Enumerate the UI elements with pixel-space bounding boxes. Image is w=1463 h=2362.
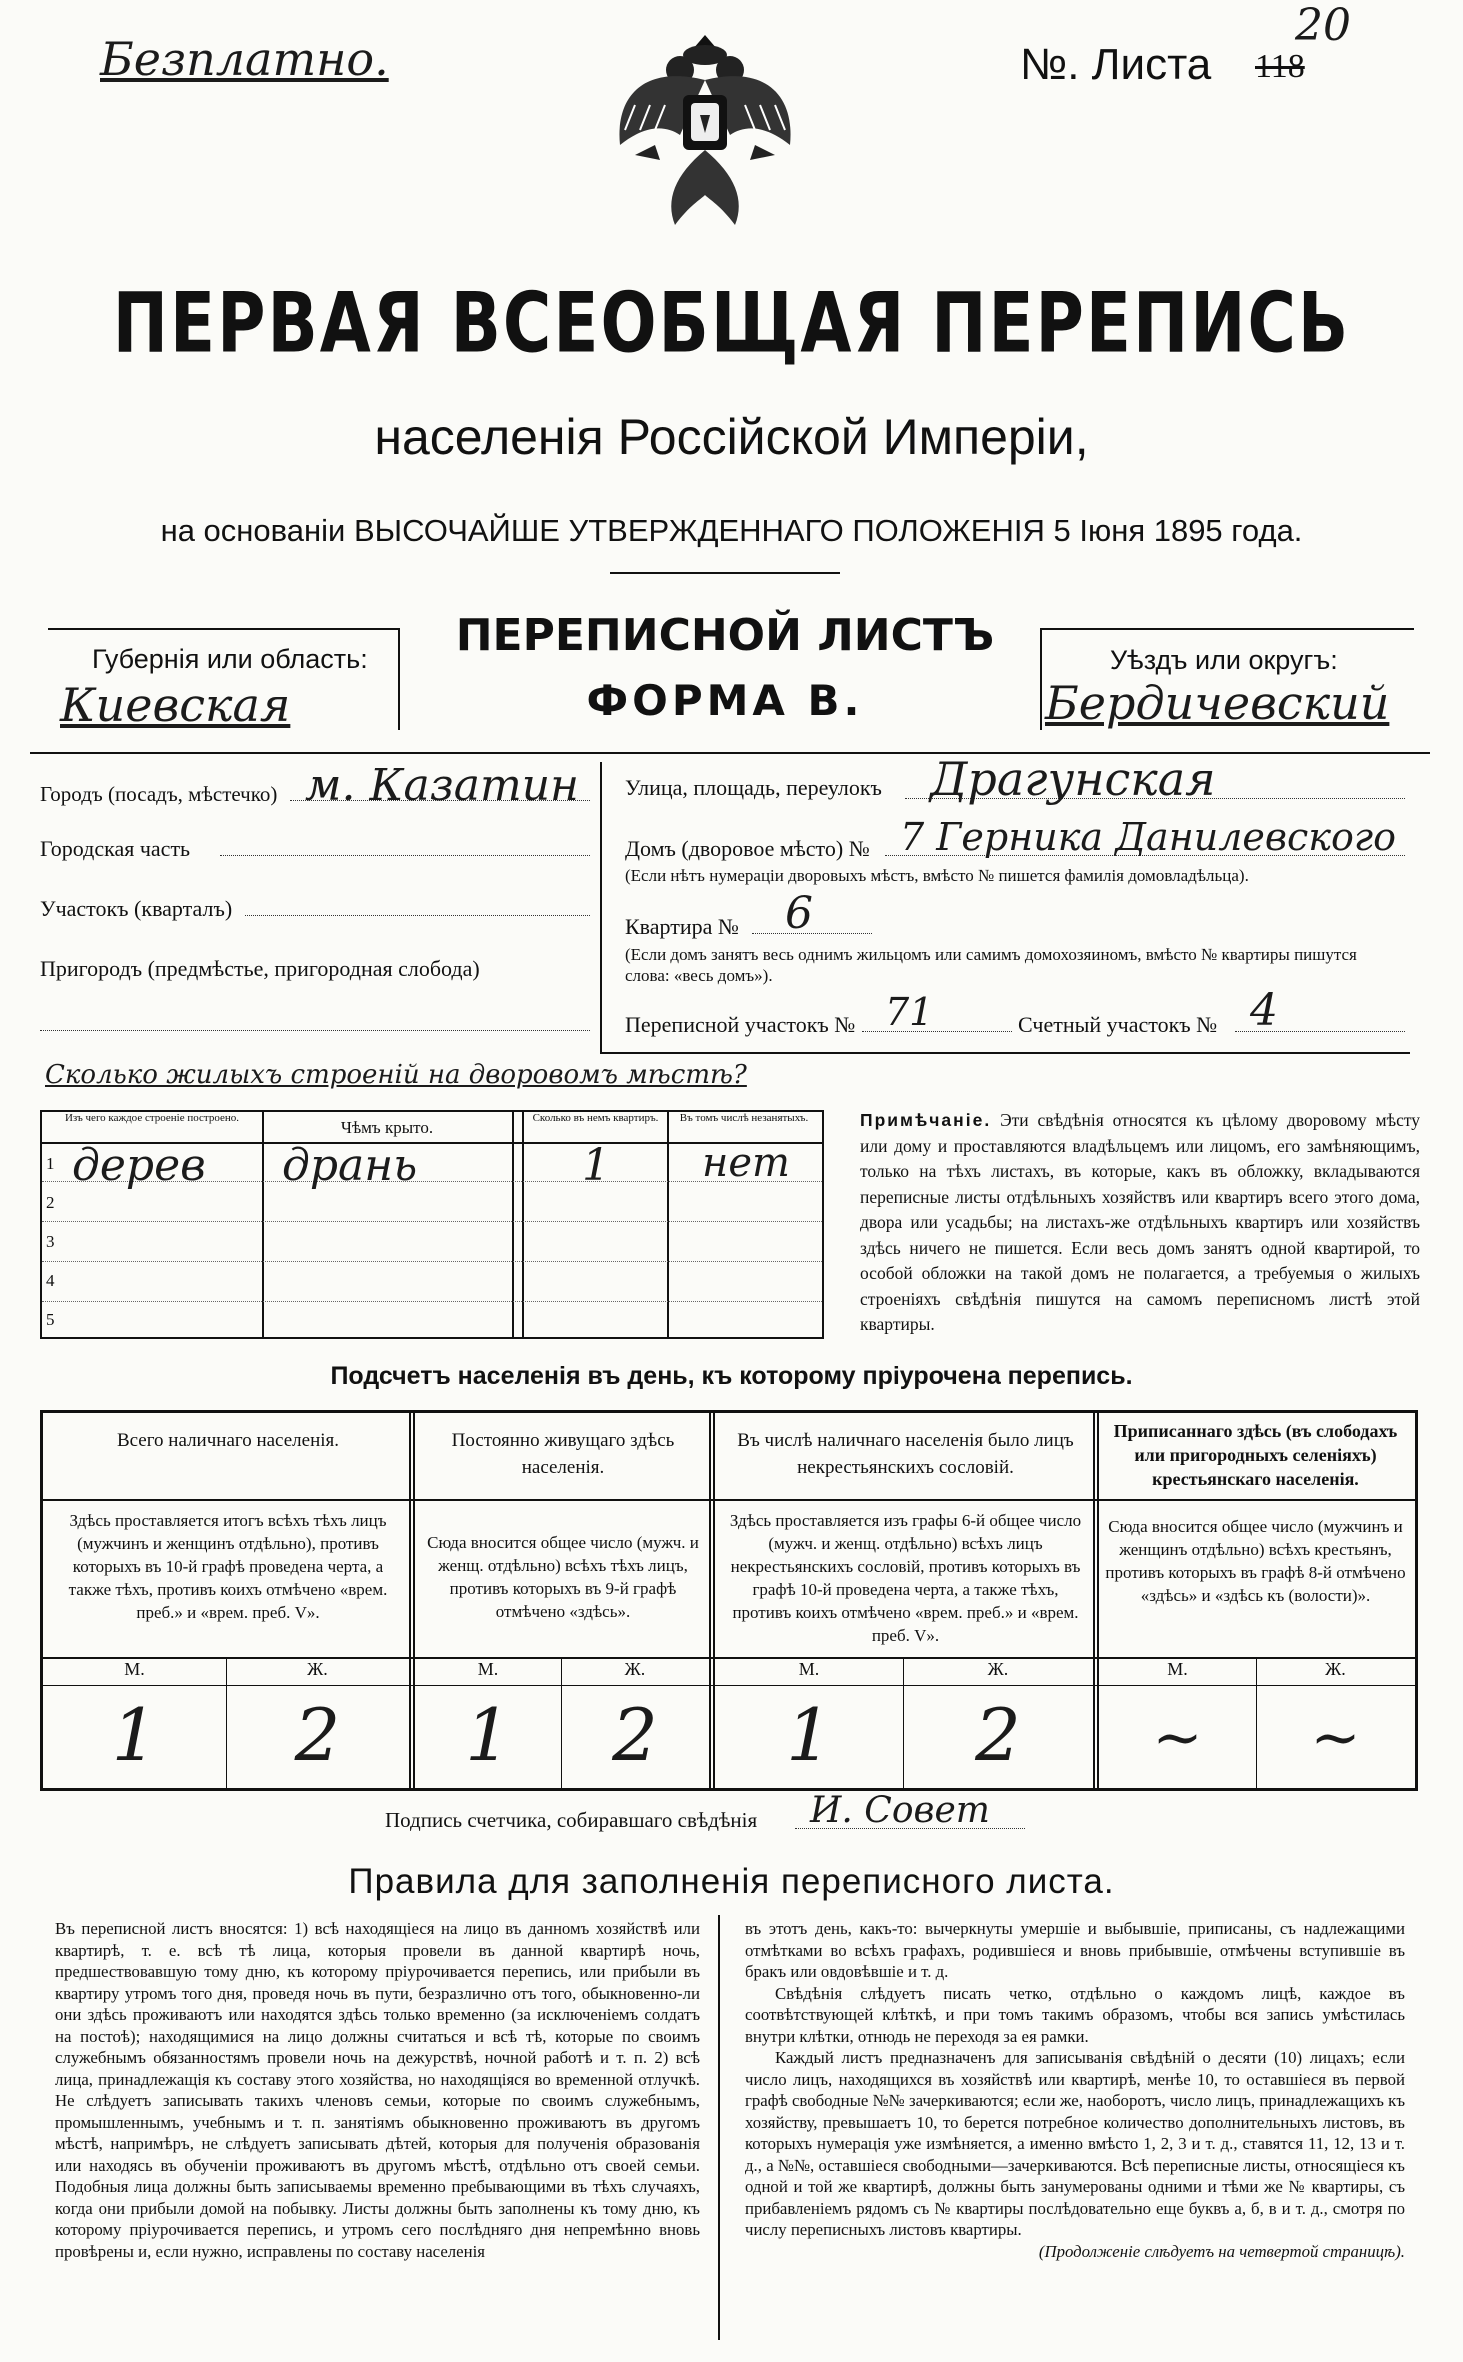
divider (610, 572, 840, 574)
sheet-number-value: 20 (1295, 0, 1351, 51)
col1-m-label: М. (124, 1659, 145, 1679)
count-area-label: Счетный участокъ № (1018, 1012, 1218, 1037)
divider (600, 1052, 1410, 1054)
rules-title: Правила для заполненія переписного листа. (348, 1862, 1115, 1901)
col1-header: Всего наличнаго населенія. (116, 1430, 340, 1451)
town-label: Городъ (посадъ, мѣстечко) (40, 782, 278, 806)
rules-left-column: Въ переписной листъ вносятся: 1) всѣ находящіеся на лицо въ данномъ хозяйствѣ или квартирѣ, т. е. всѣ тѣ лица, которыя провели въ данной квартирѣ ночь, предшествовавшую тому дню, къ которому пріурочивается перепись, или прибыли въ квартиру утромъ того дня, проведя ночь въ пути, безразлично отъ того, обыкновенно-ли они здѣсь проживаютъ или находятся здѣсь только временно (за исключеніемъ солдатъ на постоѣ); находящимися на лицо должны считаться и всѣ тѣ, которые по своимъ служебнымъ обязанностямъ провели ночь на дежурствѣ, ночной работѣ и т. п. 2) всѣ лица, принадлежащія къ составу этого хозяйства, но находящіяся во временной отлучкѣ. Не слѣдуетъ записывать такихъ членовъ семьи, которые по своимъ служебнымъ, промышленнымъ, учебнымъ и т. п. занятіямъ обыкновенно проживаютъ въ другомъ мѣстѣ, напримѣръ, не слѣдуетъ записывать дѣтей, которыя для полученія образованія или находясь въ обученіи проживаютъ въ другомъ мѣстѣ, отдѣльно отъ своей семьи. Подобныя лица должны быть записываемы временно пребывающими въ тѣхъ случаяхъ, когда они прибыли домой на побывку. Листы должны быть заполнены къ тому дню, къ которому пріурочивается перепись, и утромъ сего послѣдняго дня непремѣнно вновь провѣрены и, если нужно, исправлены по составу населенія (55, 1919, 700, 2261)
signature-label: Подпись счетчика, собиравшаго свѣдѣнія (385, 1808, 758, 1832)
rules-right-para2: Свѣдѣнія слѣдуетъ писать четко, отдѣльно о каждомъ лицѣ, каждое въ соотвѣтствующей клѣткѣ, и при томъ такимъ образомъ, чтобы вся запись умѣстилась внутри клѣтки, отнюдь не переходя за ея рамки. (745, 1983, 1405, 2046)
col4-f-label: Ж. (1325, 1659, 1346, 1679)
col2-header: Постоянно живущаго здѣсь населенія. (451, 1430, 675, 1478)
legal-basis: на основаніи ВЫСОЧАЙШЕ УТВЕРЖДЕННАГО ПОЛОЖЕНІЯ 5 Іюня 1895 года. (160, 513, 1303, 548)
col-header-roof: Чѣмъ крыто. (340, 1118, 434, 1137)
district-value: Бердичевский (1045, 676, 1390, 730)
page-title: ПЕРВАЯ ВСЕОБЩАЯ ПЕРЕПИСЬ (112, 275, 1351, 372)
col4-m-label: М. (1167, 1659, 1188, 1679)
province-label: Губернія или область: (92, 644, 368, 674)
col1-f-value: 2 (294, 1693, 341, 1777)
count-area-value: 4 (1250, 985, 1278, 1036)
buildings-table (40, 1110, 824, 1339)
col4-f-value: ~ (1310, 1703, 1361, 1773)
census-area-value: 71 (885, 990, 934, 1034)
form-name: ПЕРЕПИСНОЙ ЛИСТЪ (455, 610, 995, 661)
row-number: 5 (46, 1310, 55, 1329)
rules-right-para3: Каждый листъ предназначенъ для записыванія свѣдѣній о десяти (10) лицахъ; если число лицъ, находящихся въ хозяйствѣ или квартирѣ, менѣе 10, то оставшіеся въ первой графѣ свободные №№ зачеркиваются; если же, наоборотъ, число лицъ, принадлежащихъ къ хозяйству, превышаетъ 10, то берется потребное количество дополнительныхъ листовъ, въ которыхъ нумерація уже измѣняется, а именно вмѣсто 1, 2, 3 и т. д., ставятся 11, 12, 13 и т. д., а №№, оставшіеся свободными—зачеркиваются. Всѣ переписные листы, относящіеся къ одной и той же квартирѣ, должны быть занумерованы одними и тѣми же № квартиры, съ прибавленіемъ рядомъ съ № квартиры послѣдовательно еще буквъ а, б, в и т. д., смотря по числу переписныхъ листовъ квартиры. (745, 2048, 1405, 2239)
house-note: (Если нѣтъ нумераціи дворовыхъ мѣстъ, вмѣсто № пишется фамилія домовладѣльца). (625, 866, 1249, 885)
rules-right-column (745, 1918, 1405, 2262)
rules-right-para1: въ этотъ день, какъ-то: вычеркнуты умершіе и выбывшіе, приписаны, съ надлежащими отмѣтками во всѣхъ графахъ, родившіеся и вновь прибывшіе, отмѣчены вступившіе въ бракъ или овдовѣвшіе и т. д. (745, 1919, 1405, 1981)
col-header-material: Изъ чего каждое строеніе построено. (64, 1112, 240, 1124)
row-number: 3 (46, 1232, 55, 1251)
column-divider (718, 1915, 720, 2340)
suburb-label: Пригородъ (предмѣстье, пригородная слобода) (40, 956, 480, 981)
col2-m-label: М. (477, 1659, 499, 1679)
imperial-eagle-emblem (605, 25, 805, 235)
street-value: Драгунская (930, 752, 1216, 806)
note-text: Эти свѣдѣнія относятся къ цѣлому дворовому мѣсту или дому и проставляются владѣльцемъ или лицомъ, его замѣняющимъ, только на тѣхъ листахъ, въ которые, какъ въ обложку, вкладываются переписные листы отдѣльныхъ хозяйствъ или квартиръ всего этого дома, двора или усадьбы; на листахъ-же отдѣльныхъ квартиръ или хозяйствъ здѣсь ничего не пишется. Если весь домъ занятъ одной квартирой, то особой обложки на такой домъ не полагается, а требуемыя о жилыхъ строеніяхъ свѣдѣнія пишутся на самомъ переписномъ листѣ этой квартиры. (860, 1110, 1420, 1334)
col3-description: Здѣсь проставляется изъ графы 6-й общее число (мужч. и женщ. отдѣльно) всѣхъ лицъ некрестьянскихъ сословій, противъ которыхъ въ графѣ 10-й проведена черта, а также тѣхъ, противъ коихъ отмѣчено «врем. преб.» и «врем. преб. V». (729, 1511, 1082, 1645)
col1-m-value: 1 (111, 1693, 158, 1777)
note-block (860, 1108, 1420, 1338)
form-label: ФОРМА В. (586, 676, 864, 725)
row-number: 2 (46, 1193, 55, 1212)
divider (30, 752, 1430, 754)
population-table (40, 1410, 1418, 1791)
col2-f-label: Ж. (624, 1659, 646, 1679)
note-title: Примѣчаніе. (860, 1110, 992, 1130)
col-header-apartments: Сколько въ немъ квартиръ. (532, 1112, 659, 1124)
rules-continued: (Продолженіе слѣдуетъ на четвертой страницѣ). (1038, 2241, 1405, 2261)
sheet-number-crossed: 118 (1255, 48, 1305, 85)
street-label: Улица, площадь, переулокъ (625, 775, 882, 800)
row1-material: дерев (72, 1140, 206, 1191)
col2-m-value: 1 (465, 1693, 511, 1777)
col3-header: Въ числѣ наличнаго населенія было лицъ некрестьянскихъ сословій. (737, 1430, 1074, 1478)
signature-value: И. Совет (810, 1790, 990, 1831)
apartment-value: 6 (785, 888, 813, 939)
col-header-vacant: Въ томъ числѣ незанятыхъ. (679, 1112, 809, 1124)
row-number: 4 (46, 1271, 55, 1290)
col1-description: Здѣсь проставляется итогъ всѣхъ тѣхъ лицъ (мужчинъ и женщинъ отдѣльно), противъ которыхъ въ 10-й графѣ проведена черта, а также тѣхъ, противъ коихъ отмѣчено «врем. преб.» и «врем. преб. V». (68, 1511, 388, 1622)
house-value: 7 Герника Данилевского (900, 815, 1396, 859)
district-label: Уѣздъ или округъ: (1110, 645, 1338, 675)
census-area-label: Переписной участокъ № (625, 1012, 856, 1037)
col4-header: Приписаннаго здѣсь (въ слободахъ или пригородныхъ селеніяхъ) крестьянскаго населенія. (1113, 1421, 1398, 1489)
city-part-label: Городская часть (40, 836, 191, 861)
col4-description: Сюда вносится общее число (мужчинъ и женщинъ отдѣльно) всѣхъ крестьянъ, противъ которыхъ въ графѣ 8-й отмѣчено «здѣсь» и «здѣсь къ (волости)». (1105, 1517, 1406, 1605)
row1-vacant: нет (702, 1140, 790, 1186)
buildings-question: Сколько жилыхъ строеній на дворовомъ мѣстѣ? (45, 1060, 747, 1090)
house-label: Домъ (дворовое мѣсто) № (625, 836, 870, 861)
apartment-label: Квартира № (625, 914, 739, 939)
col2-f-value: 2 (612, 1693, 658, 1777)
divider (600, 762, 602, 1052)
precinct-label: Участокъ (кварталъ) (40, 896, 233, 921)
col1-f-label: Ж. (307, 1659, 328, 1679)
col3-f-label: Ж. (987, 1659, 1009, 1679)
col3-m-value: 1 (786, 1693, 832, 1777)
row-number: 1 (46, 1154, 55, 1173)
col2-description: Сюда вносится общее число (мужч. и женщ. отдѣльно) всѣхъ тѣхъ лицъ, противъ которыхъ въ 9-й графѣ отмѣчено «здѣсь». (427, 1533, 699, 1621)
town-value: м. Казатин (305, 760, 580, 811)
population-title: Подсчетъ населенія въ день, къ которому пріурочена перепись. (330, 1362, 1133, 1390)
apartment-note: (Если домъ занятъ весь однимъ жильцомъ или самимъ домохозяиномъ, вмѣсто № квартиры пишутся слова: «весь домъ»). (625, 945, 1357, 985)
free-label: Безплатно. (100, 32, 389, 86)
sheet-number-label: №. Листа (1020, 40, 1212, 89)
row1-roof: дрань (282, 1140, 418, 1191)
col4-m-value: ~ (1152, 1703, 1203, 1773)
col3-f-value: 2 (975, 1693, 1021, 1777)
province-value: Киевская (60, 678, 291, 732)
row1-apartments: 1 (582, 1140, 610, 1191)
page-subtitle: населенія Россійской Имперіи, (374, 409, 1089, 465)
col3-m-label: М. (798, 1659, 820, 1679)
